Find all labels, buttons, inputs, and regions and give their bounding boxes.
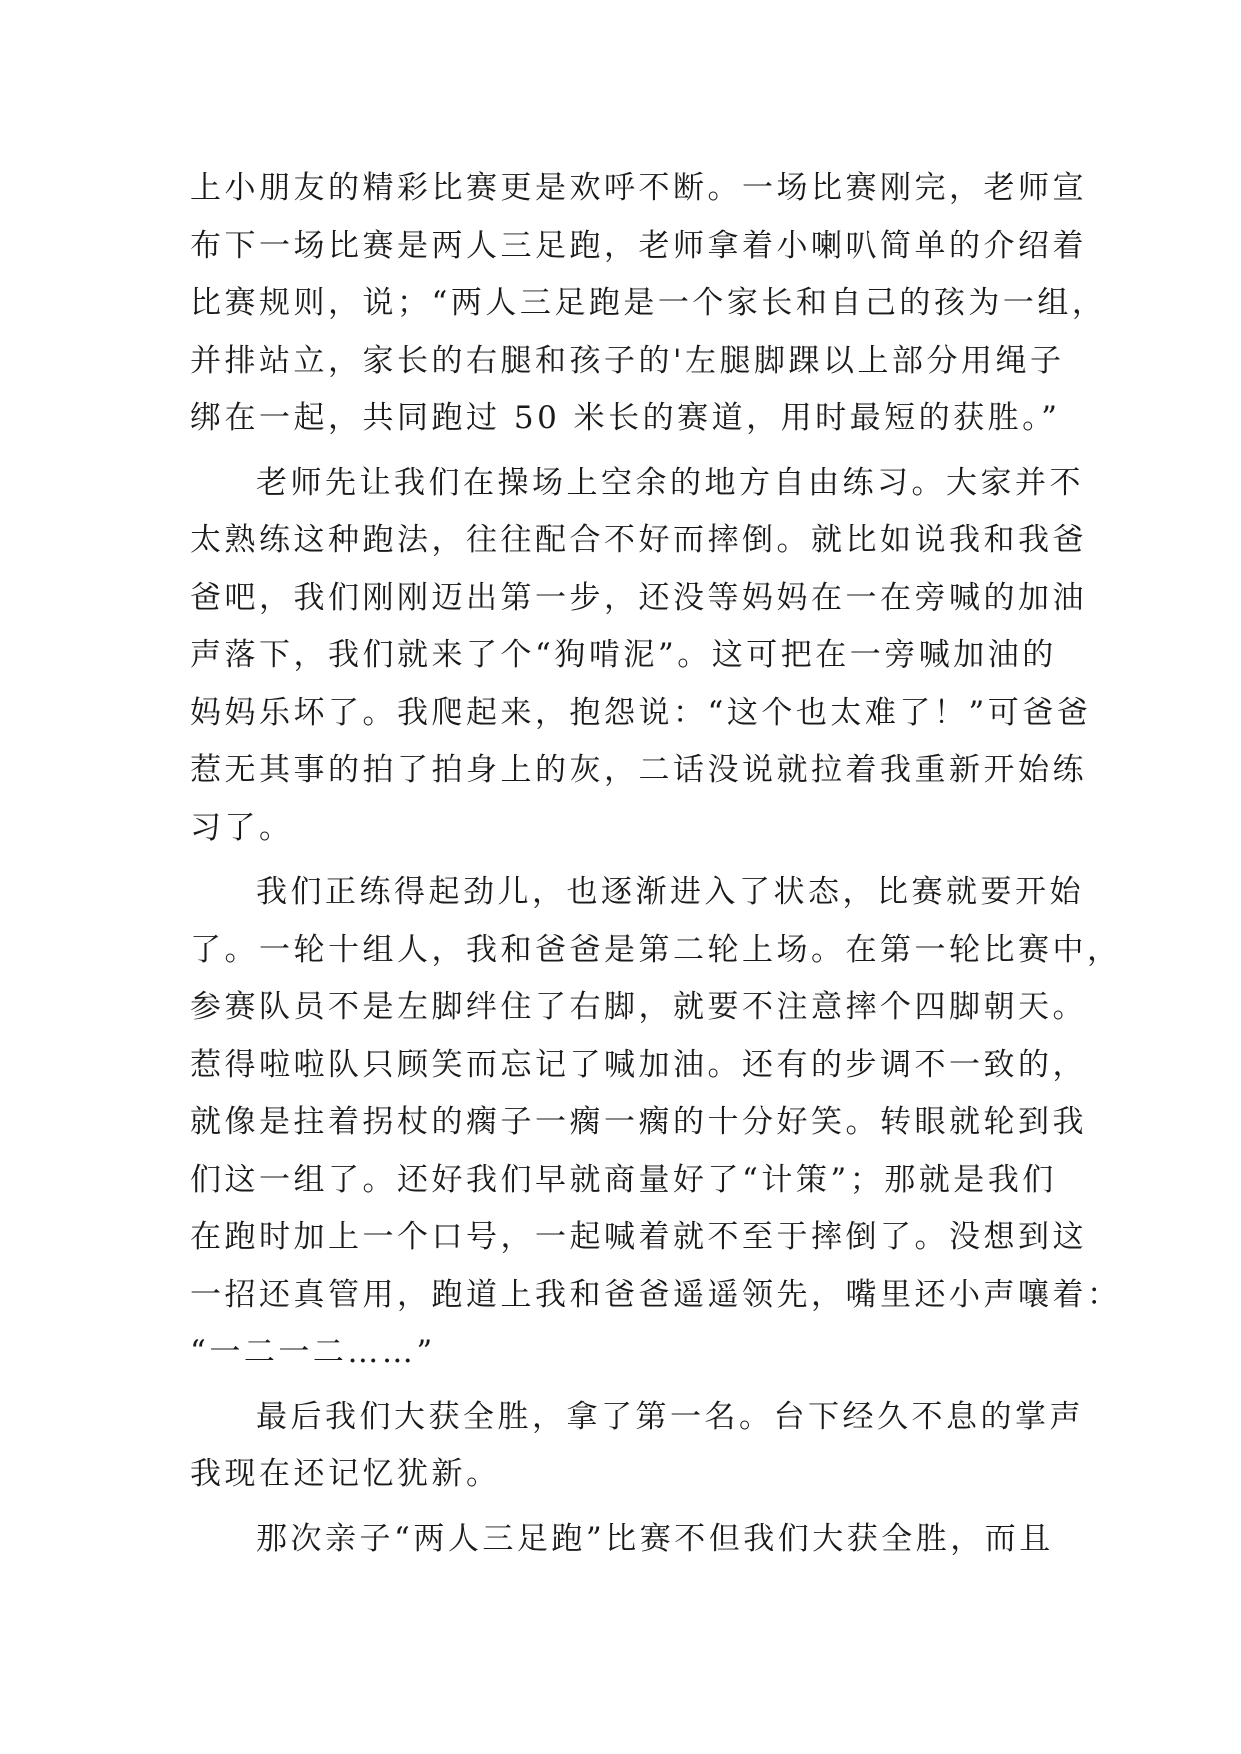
paragraph-4 [190, 1389, 1084, 1504]
text-line: 参赛队员不是左脚绊住了右脚，就要不注意摔个四脚朝天。 [190, 989, 1087, 1025]
text-line: “一二一二……” [190, 1334, 436, 1370]
text-line: 布下一场比赛是两人三足跑，老师拿着小喇叭简单的介绍着 [190, 227, 1087, 264]
text-line: 老师先让我们在操场上空余的地方自由练习。大家并不 [256, 464, 1084, 501]
text-line: 我们正练得起劲儿，也逐渐进入了状态，比赛就要开始 [256, 874, 1084, 910]
text-line: 一招还真管用，跑道上我和爸爸遥遥领先，嘴里还小声嚷着： [190, 1276, 1122, 1313]
paragraph-5 [190, 1511, 1080, 1569]
text-line: 上小朋友的精彩比赛更是欢呼不断。一场比赛刚完，老师宣 [190, 170, 1087, 206]
text-line: 比赛规则，说；“两人三足跑是一个家长和自己的孩为一组， [190, 285, 1107, 321]
paragraph-1 [190, 160, 1107, 448]
paragraph-3 [190, 864, 1122, 1382]
text-line: 并排站立，家长的右腿和孩子的'左腿脚踝以上部分用绳子 [190, 342, 1065, 379]
text-line: 们这一组了。还好我们早就商量好了“计策”；那就是我们 [190, 1161, 1057, 1198]
paragraph-2 [190, 455, 1092, 858]
text-line: 爸吧，我们刚刚迈出第一步，还没等妈妈在一在旁喊的加油 [190, 579, 1087, 616]
text-line: 那次亲子“两人三足跑”比赛不但我们大获全胜，而且 [256, 1520, 1054, 1557]
text-line: 惹无其事的拍了拍身上的灰，二话没说就拉着我重新开始练 [190, 752, 1087, 788]
text-line: 惹得啦啦队只顾笑而忘记了喊加油。还有的步调不一致的， [190, 1046, 1087, 1083]
text-line: 最后我们大获全胜，拿了第一名。台下经久不息的掌声 [256, 1398, 1084, 1435]
text-line: 我现在还记忆犹新。 [190, 1456, 501, 1492]
text-line: 就像是拄着拐杖的瘸子一瘸一瘸的十分好笑。转眼就轮到我 [190, 1104, 1087, 1140]
text-line: 在跑时加上一个口号，一起喊着就不至于摔倒了。没想到这 [190, 1219, 1087, 1255]
text-line: 太熟练这种跑法，往往配合不好而摔倒。就比如说我和我爸 [190, 522, 1087, 558]
document-body [190, 160, 1122, 1568]
text-line: 了。一轮十组人，我和爸爸是第二轮上场。在第一轮比赛中， [190, 931, 1122, 968]
text-line: 妈妈乐坏了。我爬起来，抱怨说：“这个也太难了！”可爸爸 [190, 694, 1092, 731]
text-line: 绑在一起，共同跑过 50 米长的赛道，用时最短的获胜。” [190, 400, 1061, 436]
text-line: 声落下，我们就来了个“狗啃泥”。这可把在一旁喊加油的 [190, 637, 1057, 673]
text-line: 习了。 [190, 809, 294, 846]
